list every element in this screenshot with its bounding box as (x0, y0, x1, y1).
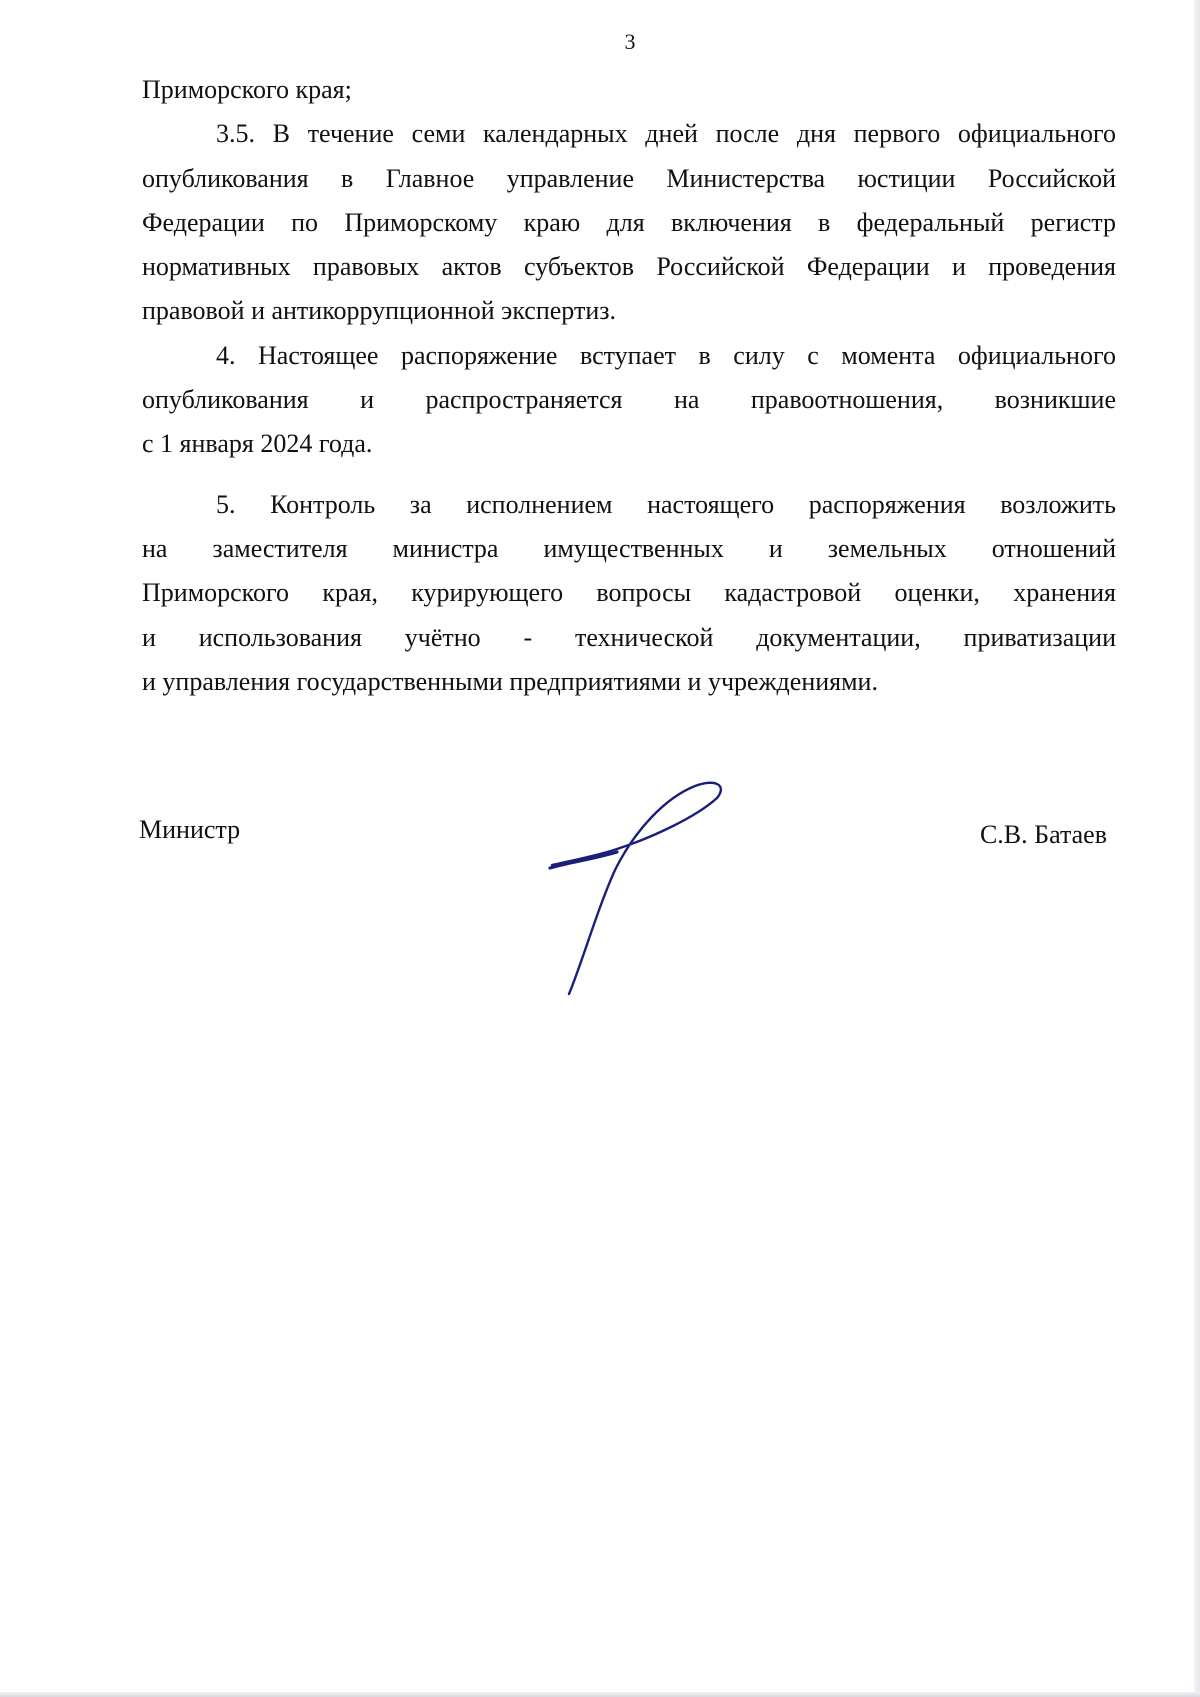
text-line: Приморского края, курирующего вопросы кадастровой оценки, хранения (142, 578, 1116, 608)
paragraph-3-5 (142, 112, 1116, 333)
text-line: на заместителя министра имущественных и земельных отношений (142, 533, 1116, 563)
scan-edge-right (1194, 0, 1200, 1697)
text-line: опубликования и распространяется на правоотношения, возникшие (142, 385, 1116, 415)
text-line: с 1 января 2024 года. (142, 429, 373, 459)
text-line: опубликования в Главное управление Министерства юстиции Российской (142, 163, 1116, 193)
handwritten-signature (545, 780, 730, 1002)
text-line: Приморского края; (142, 75, 352, 104)
document-body (142, 68, 1116, 704)
signatory-position: Министр (139, 815, 241, 844)
text-line: 4. Настоящее распоряжение вступает в силу с момента официального (216, 340, 1116, 370)
paragraph-continuation (142, 68, 1116, 112)
scan-edge-bottom (0, 1692, 1200, 1697)
text-line: нормативных правовых актов субъектов Российской Федерации и проведения (142, 252, 1116, 282)
paragraph-4 (142, 334, 1116, 467)
signature-underline (550, 852, 617, 868)
signatory-name: С.В. Батаев (979, 820, 1107, 849)
text-line: и управления государственными предприятиями и учреждениями. (142, 666, 878, 696)
text-line: правовой и антикоррупционной экспертиз. (142, 296, 617, 326)
text-line: 3.5. В течение семи календарных дней после дня первого официального (216, 119, 1116, 149)
signature-stroke (552, 783, 721, 994)
page-number: 3 (624, 29, 636, 54)
text-line: и использования учётно - технической документации, приватизации (142, 622, 1116, 652)
text-line: Федерации по Приморскому краю для включения в федеральный регистр (142, 207, 1116, 237)
paragraph-5 (142, 483, 1116, 704)
text-line: 5. Контроль за исполнением настоящего распоряжения возложить (216, 489, 1116, 519)
